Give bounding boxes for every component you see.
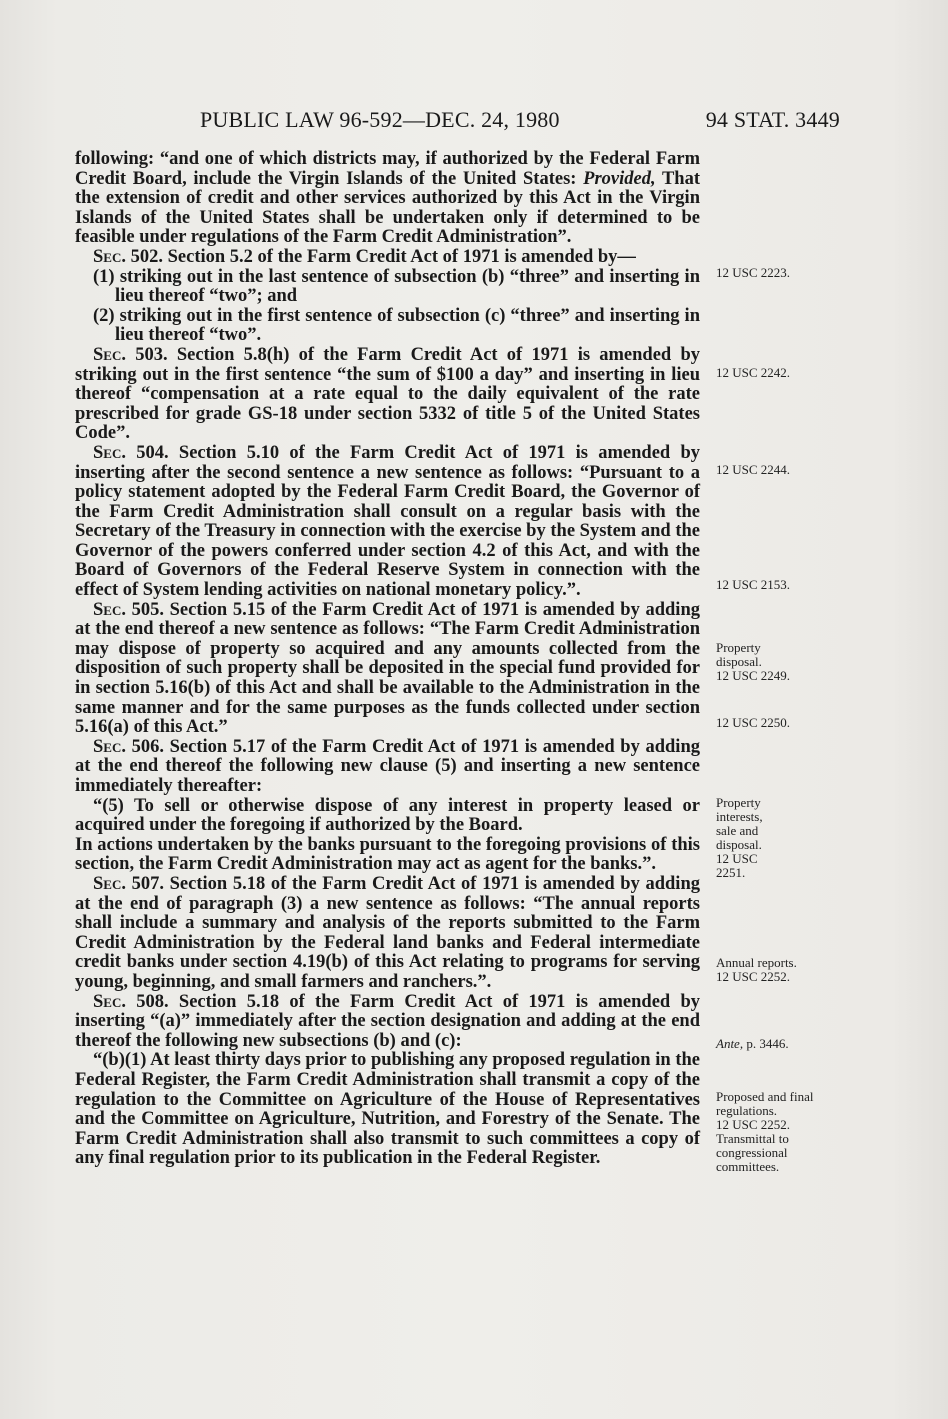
document-body (75, 150, 700, 1169)
page-header (200, 107, 840, 137)
margin-note-2223: 12 USC 2223. (716, 265, 791, 280)
margin-note-proposed-regulations: Proposed and final regulations. 12 USC 2252. Transmittal to congressional committees. (716, 1089, 814, 1174)
margin-note-2250: 12 USC 2250. (716, 715, 791, 730)
margin-note-property-interests: Property interests, sale and disposal. 12 USC 2251. (716, 795, 763, 880)
section-508-quote: “(b)(1) At least thirty days prior to publishing any proposed regulation in the Federal Register, the Farm Credit Administration shall transmit a copy of the regulation to the Committee on Agriculture of the House of Representatives and the Committee on Agriculture, Nutrition, and Forestry of the Senate. The Farm Credit Administration shall also transmit to such committees a copy of any final regulation prior to its publication in the Federal Register. (75, 1050, 700, 1169)
header-title: PUBLIC LAW 96-592—DEC. 24, 1980 (200, 107, 560, 132)
section-507: Sec. 507. Section 5.18 of the Farm Credit Act of 1971 is amended by adding at the end of paragraph (3) a new sentence as follows: “The annual reports shall include a summary and analysis of the reports submitted to the Farm Credit Administration by the Federal land banks and Federal intermediate credit banks under section 4.19(b) of this Act relating to programs for serving young, beginning, and small farmers and ranchers.”. (75, 873, 700, 992)
paragraph-continuation: following: “and one of which districts may, if authorized by the Federal Farm Credit Board, include the Virgin Islands of the United States: Provided, That the extension of credit and other services authorized by this Act in the Virgin Islands of the United States shall be undertaken only if determined to be feasible under regulations of the Farm Credit Administration”. (75, 149, 700, 248)
margin-note-annual-reports: Annual reports. 12 USC 2252. (716, 955, 797, 984)
section-506: Sec. 506. Section 5.17 of the Farm Credit Act of 1971 is amended by adding at the end thereof the following new clause (5) and inserting a new sentence immediately thereafter: (75, 736, 700, 796)
section-506-quote: “(5) To sell or otherwise dispose of any interest in property leased or acquired under the foregoing if authorized by the Board. (75, 795, 700, 836)
margin-note-ante: Ante, p. 3446. (716, 1036, 789, 1051)
section-503: Sec. 503. Section 5.8(h) of the Farm Credit Act of 1971 is amended by striking out in the first sentence “the sum of $100 a day” and inserting in lieu thereof “compensation at a rate equal to the daily equivalent of the rate prescribed for grade GS-18 under section 5332 of title 5 of the United States Code”. (75, 344, 700, 444)
proviso-word: Provided, (583, 168, 656, 189)
section-502-item-1: (1) striking out in the last sentence of subsection (b) “three” and inserting in lieu thereof “two”; and (93, 266, 700, 307)
margin-note-2242: 12 USC 2242. (716, 365, 791, 380)
section-506-sentence: In actions undertaken by the banks pursuant to the foregoing provisions of this section, the Farm Credit Administration may act as agent for the banks.”. (75, 834, 700, 875)
margin-note-2244: 12 USC 2244. (716, 462, 791, 477)
section-505: Sec. 505. Section 5.15 of the Farm Credit Act of 1971 is amended by adding at the end thereof a new sentence as follows: “The Farm Credit Administration may dispose of property so acquired and any amounts collected from the disposition of such property shall be deposited in the special fund provided for in section 5.16(b) of this Act and shall be available to the Administration in the same manner and for the same purposes as the funds collected under section 5.16(a) of this Act.” (75, 599, 700, 738)
section-502-item-2: (2) striking out in the first sentence of subsection (c) “three” and inserting in lieu thereof “two”. (93, 305, 700, 346)
section-504: Sec. 504. Section 5.10 of the Farm Credit Act of 1971 is amended by inserting after the second sentence a new sentence as follows: “Pursuant to a policy statement adopted by the Federal Farm Credit Board, the Governor of the Farm Credit Administration shall consult on a regular basis with the Secretary of the Treasury in connection with the exercise by the System and the Governor of the powers conferred under section 4.2 of this Act, and with the Board of Governors of the Federal Reserve System in connection with the effect of System lending activities on national monetary policy.”. (75, 442, 701, 601)
header-stat: 94 STAT. 3449 (705, 107, 840, 132)
margin-note-2153: 12 USC 2153. (716, 577, 791, 592)
section-502: Sec. 502. Section 5.2 of the Farm Credit Act of 1971 is amended by— (93, 246, 636, 267)
margin-note-property-disposal: Property disposal. 12 USC 2249. (716, 640, 791, 683)
section-508: Sec. 508. Section 5.18 of the Farm Credit Act of 1971 is amended by inserting “(a)” immediately after the section designation and adding at the end thereof the following new subsections (b) and (c): (75, 991, 701, 1051)
